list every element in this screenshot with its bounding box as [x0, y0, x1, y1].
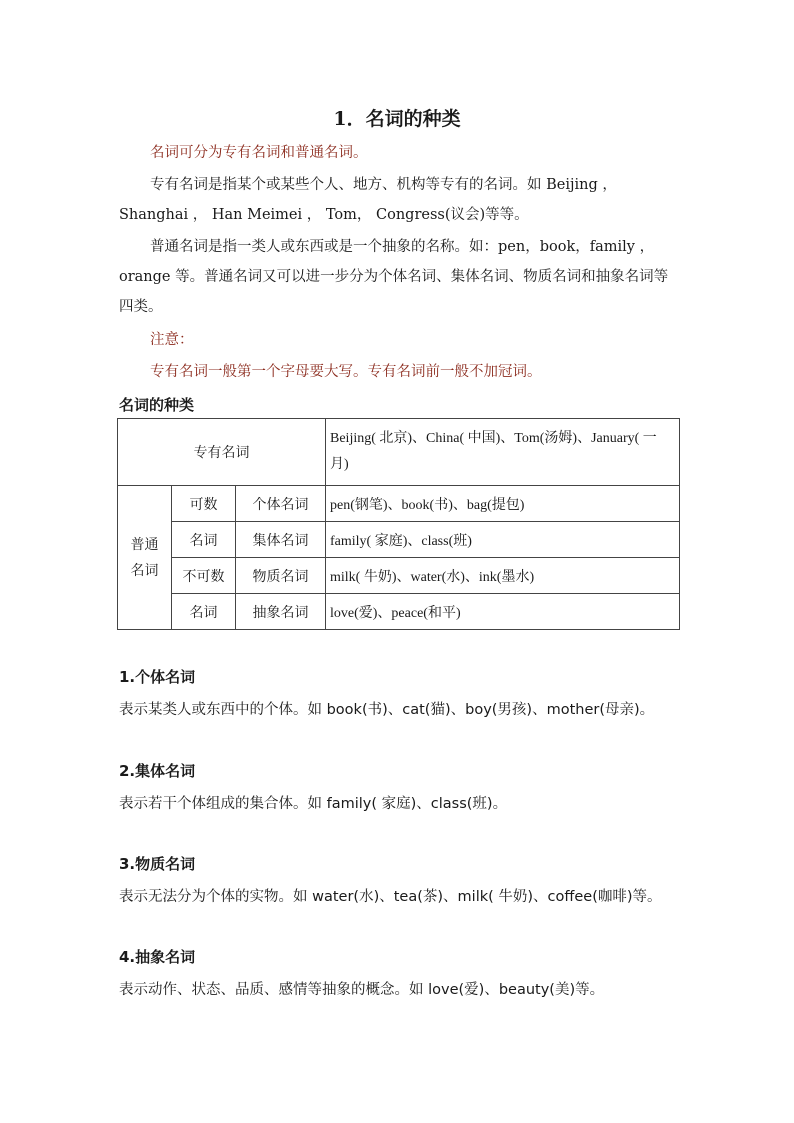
- common-noun-label-text: 普通名词: [130, 536, 159, 579]
- noun-type-examples: pen(钢笔)、book(书)、bag(提包): [326, 486, 680, 522]
- section-body: 表示某类人或东西中的个体。如 book(书)、cat(猫)、boy(男孩)、mother(母亲)。: [119, 702, 655, 718]
- section-heading: 1.个体名词: [119, 668, 196, 686]
- section-heading: 3.物质名词: [119, 855, 196, 873]
- section-body: 表示若干个体组成的集合体。如 family( 家庭)、class(班)。: [119, 796, 508, 812]
- table-heading: 名词的种类: [119, 396, 195, 414]
- table-row: [118, 594, 680, 630]
- proper-noun-label: 专有名词: [118, 419, 326, 486]
- table-row: [118, 558, 680, 594]
- noun-type-label: 物质名词: [236, 558, 326, 594]
- table-row: [118, 486, 680, 522]
- section-body: 表示动作、状态、品质、感情等抽象的概念。如 love(爱)、beauty(美)等。: [119, 982, 605, 998]
- noun-type-examples: love(爱)、peace(和平): [326, 594, 680, 630]
- noun-type-examples: family( 家庭)、class(班): [326, 522, 680, 558]
- common-noun-label: [118, 486, 172, 630]
- table-row: [118, 522, 680, 558]
- countable-label-2: 名词: [172, 522, 236, 558]
- intro-paragraph-1: 名词可分为专有名词和普通名词。: [150, 145, 368, 161]
- proper-noun-examples: Beijing( 北京)、China( 中国)、Tom(汤姆)、January( 一月): [326, 419, 680, 486]
- noun-type-label: 集体名词: [236, 522, 326, 558]
- uncountable-label-1: 不可数: [172, 558, 236, 594]
- table-row: [118, 419, 680, 486]
- noun-type-label: 个体名词: [236, 486, 326, 522]
- uncountable-label-2: 名词: [172, 594, 236, 630]
- section-heading: 4.抽象名词: [119, 948, 196, 966]
- note-label: 注意：: [150, 332, 194, 348]
- noun-type-label: 抽象名词: [236, 594, 326, 630]
- intro-paragraph-3: 普通名词是指一类人或东西或是一个抽象的名称。如：pen，book，family ，orange 等。普通名词又可以进一步分为个体名词、集体名词、物质名词和抽象名词等四类。: [119, 239, 669, 315]
- noun-types-table: [117, 418, 680, 630]
- section-heading: 2.集体名词: [119, 762, 196, 780]
- intro-paragraph-2: 专有名词是指某个或某些个人、地方、机构等专有的名词。如 Beijing ，Shanghai ， Han Meimei ， Tom， Congress(议会)等等。: [119, 177, 617, 223]
- note-text: 专有名词一般第一个字母要大写。专有名词前一般不加冠词。: [150, 364, 542, 380]
- countable-label-1: 可数: [172, 486, 236, 522]
- section-body: 表示无法分为个体的实物。如 water(水)、tea(茶)、milk( 牛奶)、coffee(咖啡)等。: [119, 889, 662, 905]
- noun-type-examples: milk( 牛奶)、water(水)、ink(墨水): [326, 558, 680, 594]
- page-title: 1．名词的种类: [333, 108, 461, 130]
